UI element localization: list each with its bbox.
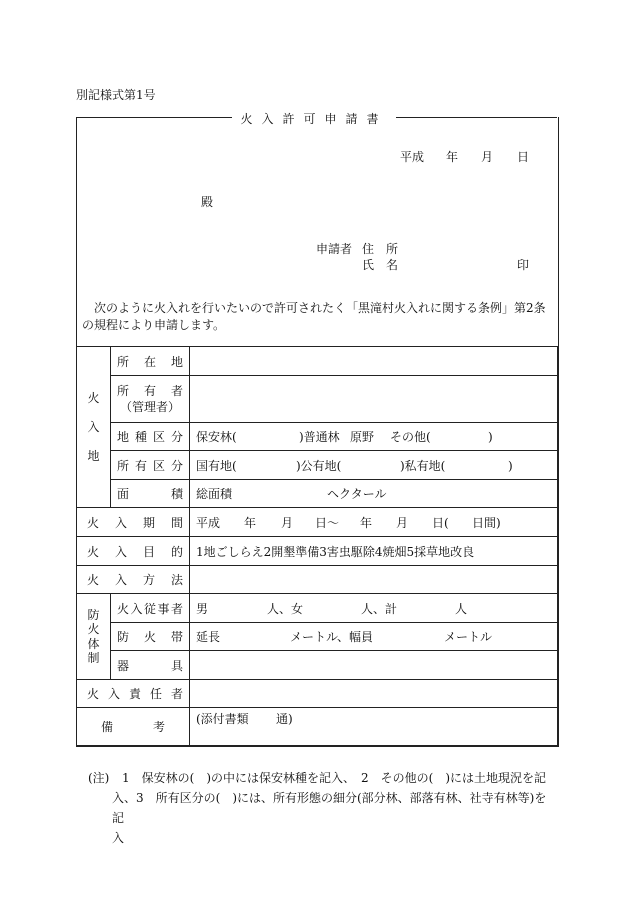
fire-site-group-label: 火 入 地 bbox=[77, 347, 111, 508]
table-row bbox=[77, 508, 558, 537]
table-row bbox=[77, 566, 558, 594]
responsible-label: 火入責任者 bbox=[77, 680, 190, 708]
remarks-label: 備考 bbox=[77, 708, 190, 746]
table-row bbox=[77, 537, 558, 566]
title-line-left bbox=[76, 117, 232, 118]
table-row bbox=[77, 423, 558, 451]
date-year: 年 bbox=[446, 150, 459, 164]
title-line-right bbox=[396, 117, 557, 118]
form-number: 別記様式第1号 bbox=[76, 88, 156, 102]
equipment-label: 器具 bbox=[111, 651, 190, 680]
intro-text: 次のように火入れを行いたいので許可されたく「黒滝村火入れに関する条例」第2条の規程により申請します。 bbox=[82, 301, 546, 332]
method-label: 火入方法 bbox=[77, 566, 190, 594]
method-value bbox=[190, 566, 558, 594]
firebreak-label: 防火帯 bbox=[111, 623, 190, 651]
responsible-value bbox=[190, 680, 558, 708]
applicant-label: 申請者 bbox=[316, 242, 353, 256]
purpose-value: 1地ごしらえ2開墾準備3害虫駆除4焼畑5採草地改良 bbox=[190, 537, 558, 566]
period-label: 火入期間 bbox=[77, 508, 190, 537]
table-row bbox=[77, 376, 558, 423]
owner-label: 所有者 （管理者） bbox=[111, 376, 190, 423]
table-row bbox=[77, 623, 558, 651]
date-era: 平成 bbox=[400, 150, 425, 164]
addressee-suffix: 殿 bbox=[201, 195, 214, 209]
table-row bbox=[77, 451, 558, 480]
workers-label: 火入従事者 bbox=[111, 594, 190, 623]
applicant-address-label: 住 所 bbox=[362, 242, 399, 256]
location-value bbox=[190, 347, 558, 376]
location-label: 所在地 bbox=[111, 347, 190, 376]
purpose-label: 火入目的 bbox=[77, 537, 190, 566]
table-row bbox=[77, 480, 558, 508]
area-label: 面積 bbox=[111, 480, 190, 508]
table-row bbox=[77, 347, 558, 376]
land-type-value: 保安林( )普通林 原野 その他( ) bbox=[190, 423, 558, 451]
table-row bbox=[77, 651, 558, 680]
table-row bbox=[77, 680, 558, 708]
period-value: 平成 年 月 日〜 年 月 日( 日間) bbox=[190, 508, 558, 537]
workers-value: 男 人、女 人、計 人 bbox=[190, 594, 558, 623]
date-month: 月 bbox=[481, 150, 494, 164]
equipment-value bbox=[190, 651, 558, 680]
fire-prevention-group-label: 防 火 体 制 bbox=[77, 594, 111, 680]
table-row bbox=[77, 708, 558, 746]
application-table bbox=[76, 346, 558, 746]
land-type-label: 地種区分 bbox=[111, 423, 190, 451]
applicant-seal: 印 bbox=[517, 258, 530, 272]
area-value: 総面積 ヘクタール bbox=[190, 480, 558, 508]
applicant-name-label: 氏 名 bbox=[362, 258, 399, 272]
owner-value bbox=[190, 376, 558, 423]
ownership-label: 所有区分 bbox=[111, 451, 190, 480]
table-row bbox=[77, 594, 558, 623]
date-day: 日 bbox=[517, 150, 530, 164]
firebreak-value: 延長 メートル、幅員 メートル bbox=[190, 623, 558, 651]
footnote: (注) 1 保安林の( )の中には保安林種を記入、 2 その他の( )には土地現況を記 入、3 所有区分の( )には、所有形態の細分(部分林、部落有林、社寺有林等)を記 入 bbox=[88, 771, 547, 845]
remarks-value: (添付書類 通) bbox=[190, 708, 558, 746]
form-title: 火入許可申請書 bbox=[232, 110, 396, 127]
ownership-value: 国有地( )公有地( )私有地( ) bbox=[190, 451, 558, 480]
